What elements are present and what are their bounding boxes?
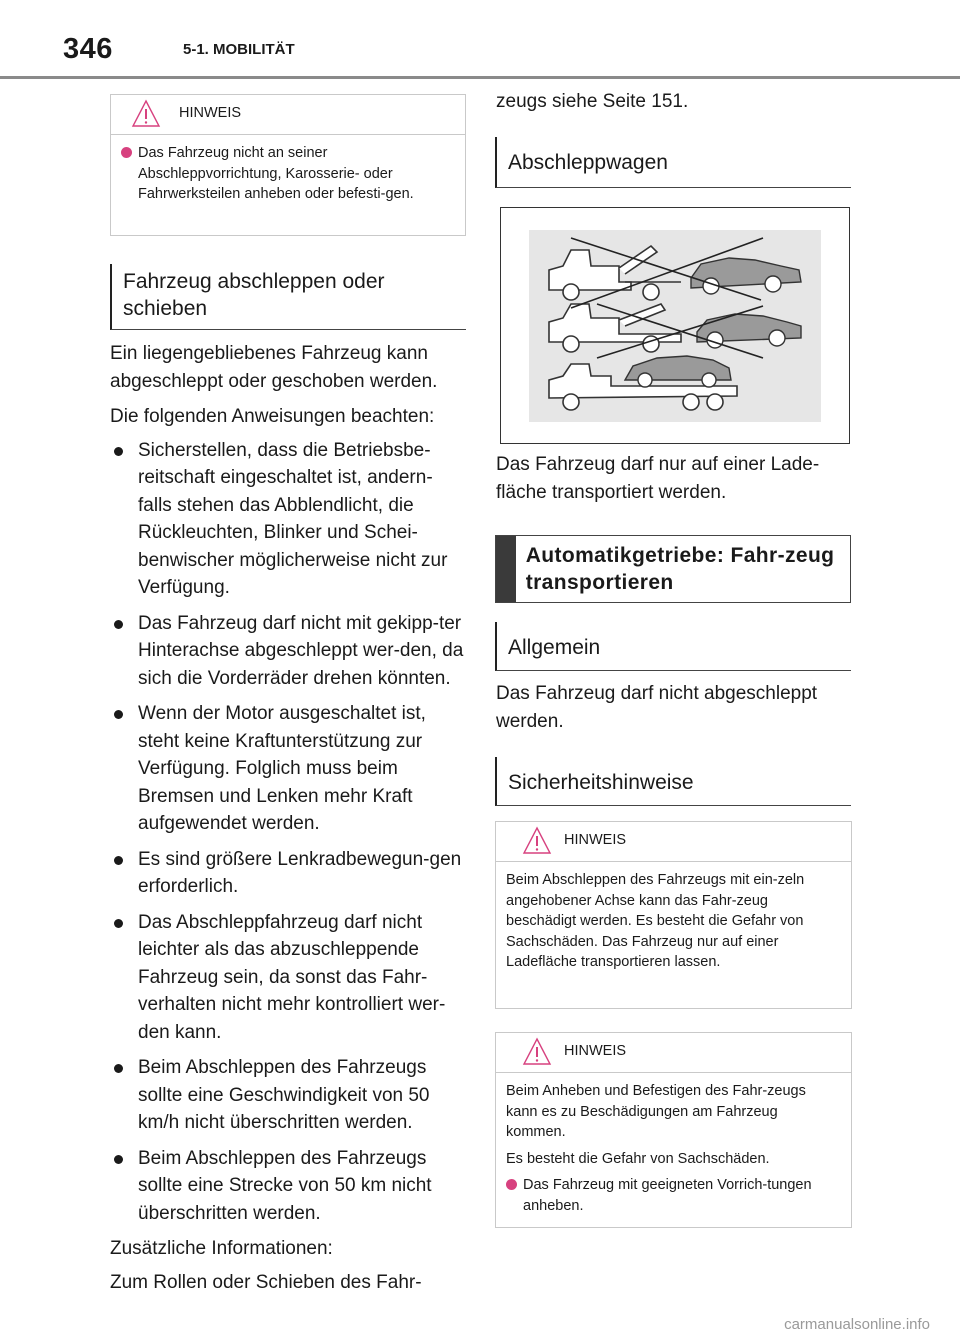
left-column-text	[110, 340, 466, 1296]
heading-text: Abschleppwagen	[508, 151, 668, 174]
heading-bar	[496, 536, 516, 602]
tow-truck-text: Das Fahrzeug darf nur auf einer Lade-fläche transportiert werden.	[496, 454, 820, 503]
notice-title: HINWEIS	[179, 105, 242, 121]
list-item	[110, 1145, 466, 1228]
notice-box-top	[110, 94, 466, 236]
section-label: 5-1. MOBILITÄT	[183, 41, 295, 58]
list-item-text: Wenn der Motor ausgeschaltet ist, steht keine Kraftunterstützung zur Verfügung. Folglich muss beim Bremsen und Lenken mehr Kraft aufgewendet werden.	[138, 703, 426, 834]
rolling-text: Zum Rollen oder Schieben des Fahr-	[110, 1271, 422, 1293]
list-item-text: Es sind größere Lenkradbewegun-gen erforderlich.	[138, 848, 462, 897]
instruction-list	[110, 437, 466, 1228]
notice-item-text: Das Fahrzeug mit geeigneten Vorrich-tungen anheben.	[523, 1177, 812, 1214]
bullet-icon	[114, 856, 123, 865]
bullet-icon	[114, 1064, 123, 1073]
notice-text: Beim Abschleppen des Fahrzeugs mit ein-zeln angehobener Achse kann das Fahr-zeug beschädigt werden. Es besteht die Gefahr von Sachschäden. Das Fahrzeug nur auf einer Ladefläche transportieren lassen.	[506, 872, 805, 970]
notice-text: Es besteht die Gefahr von Sachschäden.	[506, 1150, 770, 1167]
section-heading-automatic	[495, 535, 851, 603]
heading-text: Allgemein	[508, 636, 601, 659]
section-heading-towing	[110, 264, 466, 330]
notice-text: Beim Anheben und Befestigen des Fahr-zeugs kann es zu Beschädigungen am Fahrzeug kommen.	[506, 1083, 806, 1140]
tow-truck-illustration	[500, 207, 850, 444]
additional-info: Zusätzliche Informationen:	[110, 1238, 333, 1259]
bullet-icon	[114, 447, 123, 456]
list-item	[110, 610, 466, 693]
notice-header	[111, 95, 465, 135]
bullet-dot-icon	[506, 1179, 517, 1190]
notice-body	[496, 862, 851, 989]
tow-truck-illustration-graphic	[501, 208, 849, 443]
list-item	[110, 846, 466, 901]
notice-box-middle	[495, 821, 852, 1009]
notice-body	[496, 1073, 851, 1226]
notice-list-item	[506, 1175, 841, 1216]
heading-text: Fahrzeug abschleppen oder schieben	[123, 270, 385, 320]
list-item	[110, 700, 466, 838]
warning-icon	[131, 99, 161, 129]
bullet-icon	[114, 919, 123, 928]
watermark: carmanualsonline.info	[784, 1316, 930, 1333]
notice-title: HINWEIS	[564, 832, 627, 848]
list-item	[110, 909, 466, 1047]
bullet-icon	[114, 620, 123, 629]
notice-title: HINWEIS	[564, 1043, 627, 1059]
bullet-icon	[114, 710, 123, 719]
notice-body	[111, 135, 465, 215]
heading-text: Sicherheitshinweise	[508, 771, 694, 794]
list-item-text: Das Fahrzeug darf nicht mit gekipp-ter Hinterachse abgeschleppt wer-den, da sich die Vorderräder drehen könnten.	[138, 612, 464, 689]
bullet-dot-icon	[121, 147, 132, 158]
list-item-text: Beim Abschleppen des Fahrzeugs sollte eine Geschwindigkeit von 50 km/h nicht überschritten werden.	[138, 1057, 430, 1133]
section-heading-safety	[495, 757, 851, 806]
notice-list-item	[121, 143, 455, 205]
notice-header	[496, 822, 851, 862]
intro-paragraph: Ein liegengebliebenes Fahrzeug kann abgeschleppt oder geschoben werden.	[110, 343, 438, 392]
list-item-text: Sicherstellen, dass die Betriebsbe-reitschaft eingeschaltet ist, andern-falls stehen das Abblendlicht, die Rückleuchten, Blinker und Schei-benwischer möglicherweise nicht zur Verfügung.	[138, 439, 448, 598]
notice-header	[496, 1033, 851, 1073]
bullet-icon	[114, 1155, 123, 1164]
notice-item-text: Das Fahrzeug nicht an seiner Abschleppvorrichtung, Karosserie- oder Fahrwerksteilen anheben oder befesti-gen.	[138, 145, 414, 202]
warning-icon	[522, 826, 552, 856]
instructions-paragraph: Die folgenden Anweisungen beachten:	[110, 406, 435, 427]
page-number: 346	[63, 33, 113, 65]
notice-box-bottom	[495, 1032, 852, 1228]
list-item-text: Beim Abschleppen des Fahrzeugs sollte eine Strecke von 50 km nicht überschritten werden.	[138, 1147, 432, 1224]
list-item	[110, 1054, 466, 1137]
section-heading-tow-truck	[495, 137, 851, 188]
rolling-text-continued: zeugs siehe Seite 151.	[496, 91, 689, 112]
list-item	[110, 437, 466, 602]
heading-text: Automatikgetriebe: Fahr-zeug transportieren	[525, 544, 835, 594]
list-item-text: Das Abschleppfahrzeug darf nicht leichter als das abzuschleppende Fahrzeug sein, da sonst das Fahr-verhalten nicht mehr kontrolliert wer-den kann.	[138, 911, 446, 1043]
section-heading-general	[495, 622, 851, 671]
general-text: Das Fahrzeug darf nicht abgeschleppt werden.	[496, 683, 818, 732]
warning-icon	[522, 1037, 552, 1067]
header-divider	[0, 76, 960, 79]
